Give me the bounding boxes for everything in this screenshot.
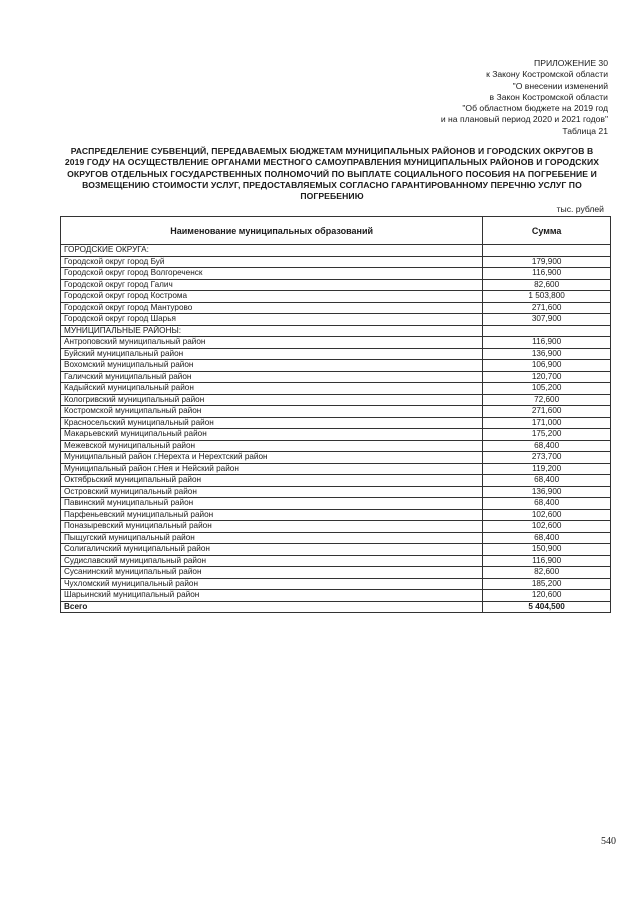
municipality-name: Шарьинский муниципальный район bbox=[61, 590, 483, 602]
appendix-line: и на плановый период 2020 и 2021 годов" bbox=[440, 114, 608, 125]
table-number: Таблица 21 bbox=[562, 125, 608, 136]
page-number: 540 bbox=[601, 836, 616, 847]
table-row bbox=[61, 302, 611, 314]
table-row bbox=[61, 383, 611, 395]
municipality-name: Муниципальный район г.Нея и Нейский район bbox=[61, 463, 483, 475]
municipality-name: Солигаличский муниципальный район bbox=[61, 544, 483, 556]
amount-value: 175,200 bbox=[483, 429, 611, 441]
amount-value: 68,400 bbox=[483, 498, 611, 510]
table-row bbox=[61, 590, 611, 602]
municipality-name: Поназыревский муниципальный район bbox=[61, 521, 483, 533]
amount-value bbox=[483, 245, 611, 257]
amount-value: 102,600 bbox=[483, 521, 611, 533]
appendix-header bbox=[288, 58, 608, 137]
amount-value bbox=[483, 325, 611, 337]
municipality-name: Павинский муниципальный район bbox=[61, 498, 483, 510]
subsidy-table bbox=[60, 216, 611, 613]
table-row bbox=[61, 578, 611, 590]
amount-value: 116,900 bbox=[483, 555, 611, 567]
amount-value: 120,700 bbox=[483, 371, 611, 383]
column-header-amount: Сумма bbox=[483, 217, 611, 245]
amount-value: 179,900 bbox=[483, 256, 611, 268]
amount-value: 273,700 bbox=[483, 452, 611, 464]
amount-value: 68,400 bbox=[483, 440, 611, 452]
total-row bbox=[61, 601, 611, 613]
municipality-name: Городской округ город Кострома bbox=[61, 291, 483, 303]
table-row bbox=[61, 498, 611, 510]
amount-value: 119,200 bbox=[483, 463, 611, 475]
table-row bbox=[61, 521, 611, 533]
table-row bbox=[61, 509, 611, 521]
amount-value: 68,400 bbox=[483, 475, 611, 487]
table-row bbox=[61, 371, 611, 383]
amount-value: 82,600 bbox=[483, 279, 611, 291]
table-row bbox=[61, 291, 611, 303]
total-value: 5 404,500 bbox=[483, 601, 611, 613]
appendix-line: ПРИЛОЖЕНИЕ 30 bbox=[534, 58, 608, 68]
table-row bbox=[61, 440, 611, 452]
amount-value: 106,900 bbox=[483, 360, 611, 372]
municipality-name: Городской округ город Мантурово bbox=[61, 302, 483, 314]
table-row bbox=[61, 544, 611, 556]
table-row bbox=[61, 348, 611, 360]
amount-value: 136,900 bbox=[483, 486, 611, 498]
table-row bbox=[61, 486, 611, 498]
municipality-name: Сусанинский муниципальный район bbox=[61, 567, 483, 579]
municipality-name: Муниципальный район г.Нерехта и Нерехтский район bbox=[61, 452, 483, 464]
units-label: тыс. рублей bbox=[556, 204, 604, 214]
table-row bbox=[61, 279, 611, 291]
municipality-name: МУНИЦИПАЛЬНЫЕ РАЙОНЫ: bbox=[61, 325, 483, 337]
municipality-name: Судиславский муниципальный район bbox=[61, 555, 483, 567]
table-row bbox=[61, 567, 611, 579]
municipality-name: Галичский муниципальный район bbox=[61, 371, 483, 383]
table-row bbox=[61, 314, 611, 326]
municipality-name: Костромской муниципальный район bbox=[61, 406, 483, 418]
municipality-name: Пыщугский муниципальный район bbox=[61, 532, 483, 544]
amount-value: 116,900 bbox=[483, 337, 611, 349]
appendix-line: к Закону Костромской области bbox=[486, 69, 608, 80]
appendix-line: "Об областном бюджете на 2019 год bbox=[462, 103, 608, 114]
table-row bbox=[61, 463, 611, 475]
table-row bbox=[61, 429, 611, 441]
table-row bbox=[61, 325, 611, 337]
amount-value: 116,900 bbox=[483, 268, 611, 280]
amount-value: 271,600 bbox=[483, 406, 611, 418]
municipality-name: Красносельский муниципальный район bbox=[61, 417, 483, 429]
amount-value: 68,400 bbox=[483, 532, 611, 544]
table-row bbox=[61, 268, 611, 280]
municipality-name: Кологривский муниципальный район bbox=[61, 394, 483, 406]
municipality-name: Чухломский муниципальный район bbox=[61, 578, 483, 590]
table-row bbox=[61, 417, 611, 429]
municipality-name: Макарьевский муниципальный район bbox=[61, 429, 483, 441]
municipality-name: Буйский муниципальный район bbox=[61, 348, 483, 360]
municipality-name: Городской округ город Галич bbox=[61, 279, 483, 291]
table-row bbox=[61, 394, 611, 406]
table-row bbox=[61, 360, 611, 372]
municipality-name: Вохомский муниципальный район bbox=[61, 360, 483, 372]
municipality-name: Островский муниципальный район bbox=[61, 486, 483, 498]
table-header-row bbox=[61, 217, 611, 245]
amount-value: 136,900 bbox=[483, 348, 611, 360]
table-row bbox=[61, 256, 611, 268]
table-row bbox=[61, 337, 611, 349]
amount-value: 271,600 bbox=[483, 302, 611, 314]
municipality-name: Межевской муниципальный район bbox=[61, 440, 483, 452]
appendix-line: в Закон Костромской области bbox=[489, 91, 608, 102]
amount-value: 105,200 bbox=[483, 383, 611, 395]
total-label: Всего bbox=[61, 601, 483, 613]
table-row bbox=[61, 475, 611, 487]
amount-value: 1 503,800 bbox=[483, 291, 611, 303]
amount-value: 82,600 bbox=[483, 567, 611, 579]
column-header-name: Наименование муниципальных образований bbox=[61, 217, 483, 245]
amount-value: 102,600 bbox=[483, 509, 611, 521]
amount-value: 72,600 bbox=[483, 394, 611, 406]
municipality-name: Городской округ город Буй bbox=[61, 256, 483, 268]
municipality-name: Парфеньевский муниципальный район bbox=[61, 509, 483, 521]
table-row bbox=[61, 555, 611, 567]
appendix-line: "О внесении изменений bbox=[512, 80, 608, 91]
amount-value: 171,000 bbox=[483, 417, 611, 429]
table-row bbox=[61, 452, 611, 464]
table-row bbox=[61, 406, 611, 418]
table-row bbox=[61, 532, 611, 544]
municipality-name: Антроповский муниципальный район bbox=[61, 337, 483, 349]
table-row bbox=[61, 245, 611, 257]
amount-value: 120,600 bbox=[483, 590, 611, 602]
municipality-name: Городской округ город Волгореченск bbox=[61, 268, 483, 280]
table-body bbox=[61, 245, 611, 602]
document-title: РАСПРЕДЕЛЕНИЕ СУБВЕНЦИЙ, ПЕРЕДАВАЕМЫХ БЮДЖЕТАМ МУНИЦИПАЛЬНЫХ РАЙОНОВ И ГОРОДСКИХ ОКРУГОВ В 2019 ГОДУ НА ОСУЩЕСТВЛЕНИЕ ОРГАНАМИ МЕСТНОГО САМОУПРАВЛЕНИЯ МУНИЦИПАЛЬНЫХ РАЙОНОВ И ГОРОДСКИХ ОКРУГОВ ОТДЕЛЬНЫХ ГОСУДАРСТВЕННЫХ ПОЛНОМОЧИЙ ПО ВЫПЛАТЕ СОЦИАЛЬНОГО ПОСОБИЯ НА ПОГРЕБЕНИЕ И ВОЗМЕЩЕНИЮ СТОИМОСТИ УСЛУГ, ПРЕДОСТАВЛЯЕМЫХ СОГЛАСНО ГАРАНТИРОВАННОМУ ПЕРЕЧНЮ УСЛУГ ПО ПОГРЕБЕНИЮ bbox=[64, 146, 600, 202]
municipality-name: Октябрьский муниципальный район bbox=[61, 475, 483, 487]
amount-value: 307,900 bbox=[483, 314, 611, 326]
amount-value: 185,200 bbox=[483, 578, 611, 590]
municipality-name: Городской округ город Шарья bbox=[61, 314, 483, 326]
amount-value: 150,900 bbox=[483, 544, 611, 556]
municipality-name: Кадыйский муниципальный район bbox=[61, 383, 483, 395]
municipality-name: ГОРОДСКИЕ ОКРУГА: bbox=[61, 245, 483, 257]
